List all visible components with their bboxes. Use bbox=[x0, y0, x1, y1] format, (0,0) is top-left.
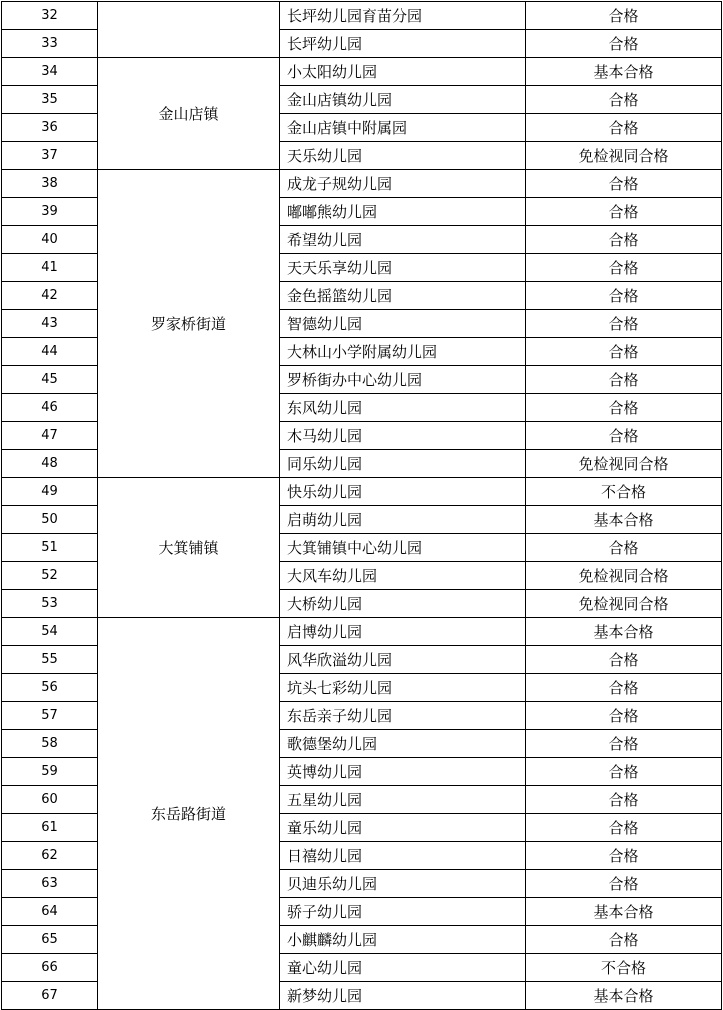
kindergarten-name: 日禧幼儿园 bbox=[280, 842, 526, 870]
row-number: 59 bbox=[2, 758, 98, 786]
row-number: 42 bbox=[2, 282, 98, 310]
kindergarten-name: 嘟嘟熊幼儿园 bbox=[280, 198, 526, 226]
table-row bbox=[2, 618, 722, 646]
kindergarten-name: 贝迪乐幼儿园 bbox=[280, 870, 526, 898]
inspection-result: 不合格 bbox=[526, 954, 722, 982]
inspection-result: 合格 bbox=[526, 702, 722, 730]
kindergarten-name: 启博幼儿园 bbox=[280, 618, 526, 646]
kindergarten-name: 金山店镇幼儿园 bbox=[280, 86, 526, 114]
kindergarten-name: 东风幼儿园 bbox=[280, 394, 526, 422]
inspection-result: 不合格 bbox=[526, 478, 722, 506]
inspection-result: 合格 bbox=[526, 30, 722, 58]
row-number: 62 bbox=[2, 842, 98, 870]
kindergarten-name: 五星幼儿园 bbox=[280, 786, 526, 814]
inspection-result: 合格 bbox=[526, 730, 722, 758]
inspection-result: 合格 bbox=[526, 674, 722, 702]
kindergarten-name: 天乐幼儿园 bbox=[280, 142, 526, 170]
inspection-result: 免检视同合格 bbox=[526, 142, 722, 170]
kindergarten-name: 小麒麟幼儿园 bbox=[280, 926, 526, 954]
inspection-result: 合格 bbox=[526, 758, 722, 786]
row-number: 63 bbox=[2, 870, 98, 898]
inspection-result: 合格 bbox=[526, 114, 722, 142]
inspection-result: 合格 bbox=[526, 2, 722, 30]
inspection-result: 合格 bbox=[526, 86, 722, 114]
row-number: 54 bbox=[2, 618, 98, 646]
row-number: 51 bbox=[2, 534, 98, 562]
kindergarten-name: 风华欣溢幼儿园 bbox=[280, 646, 526, 674]
kindergarten-name: 长坪幼儿园 bbox=[280, 30, 526, 58]
inspection-result: 合格 bbox=[526, 870, 722, 898]
kindergarten-inspection-table bbox=[1, 1, 722, 1010]
row-number: 33 bbox=[2, 30, 98, 58]
row-number: 34 bbox=[2, 58, 98, 86]
row-number: 38 bbox=[2, 170, 98, 198]
kindergarten-name: 成龙子规幼儿园 bbox=[280, 170, 526, 198]
row-number: 57 bbox=[2, 702, 98, 730]
row-number: 47 bbox=[2, 422, 98, 450]
town-cell: 东岳路街道 bbox=[98, 618, 280, 1010]
row-number: 56 bbox=[2, 674, 98, 702]
inspection-result: 基本合格 bbox=[526, 506, 722, 534]
row-number: 66 bbox=[2, 954, 98, 982]
kindergarten-name: 金色摇篮幼儿园 bbox=[280, 282, 526, 310]
kindergarten-name: 大风车幼儿园 bbox=[280, 562, 526, 590]
town-cell bbox=[98, 2, 280, 58]
inspection-result: 合格 bbox=[526, 646, 722, 674]
kindergarten-name: 大林山小学附属幼儿园 bbox=[280, 338, 526, 366]
row-number: 36 bbox=[2, 114, 98, 142]
inspection-result: 合格 bbox=[526, 534, 722, 562]
row-number: 48 bbox=[2, 450, 98, 478]
row-number: 67 bbox=[2, 982, 98, 1010]
row-number: 61 bbox=[2, 814, 98, 842]
inspection-result: 合格 bbox=[526, 170, 722, 198]
inspection-result: 合格 bbox=[526, 394, 722, 422]
row-number: 32 bbox=[2, 2, 98, 30]
table-row bbox=[2, 58, 722, 86]
inspection-result: 免检视同合格 bbox=[526, 450, 722, 478]
kindergarten-name: 木马幼儿园 bbox=[280, 422, 526, 450]
inspection-result: 基本合格 bbox=[526, 618, 722, 646]
inspection-result: 基本合格 bbox=[526, 982, 722, 1010]
table-row bbox=[2, 170, 722, 198]
inspection-result: 基本合格 bbox=[526, 58, 722, 86]
table-body bbox=[2, 2, 722, 1010]
kindergarten-name: 金山店镇中附属园 bbox=[280, 114, 526, 142]
town-cell: 大箕铺镇 bbox=[98, 478, 280, 618]
town-cell: 金山店镇 bbox=[98, 58, 280, 170]
kindergarten-name: 天天乐享幼儿园 bbox=[280, 254, 526, 282]
inspection-result: 合格 bbox=[526, 338, 722, 366]
kindergarten-name: 同乐幼儿园 bbox=[280, 450, 526, 478]
row-number: 39 bbox=[2, 198, 98, 226]
row-number: 40 bbox=[2, 226, 98, 254]
row-number: 55 bbox=[2, 646, 98, 674]
inspection-result: 合格 bbox=[526, 926, 722, 954]
inspection-result: 合格 bbox=[526, 814, 722, 842]
row-number: 58 bbox=[2, 730, 98, 758]
kindergarten-name: 新梦幼儿园 bbox=[280, 982, 526, 1010]
row-number: 64 bbox=[2, 898, 98, 926]
table-row bbox=[2, 478, 722, 506]
kindergarten-name: 英博幼儿园 bbox=[280, 758, 526, 786]
row-number: 53 bbox=[2, 590, 98, 618]
row-number: 44 bbox=[2, 338, 98, 366]
row-number: 46 bbox=[2, 394, 98, 422]
row-number: 49 bbox=[2, 478, 98, 506]
kindergarten-name: 罗桥街办中心幼儿园 bbox=[280, 366, 526, 394]
kindergarten-name: 长坪幼儿园育苗分园 bbox=[280, 2, 526, 30]
kindergarten-name: 东岳亲子幼儿园 bbox=[280, 702, 526, 730]
row-number: 60 bbox=[2, 786, 98, 814]
row-number: 52 bbox=[2, 562, 98, 590]
kindergarten-name: 歌德堡幼儿园 bbox=[280, 730, 526, 758]
inspection-result: 合格 bbox=[526, 310, 722, 338]
inspection-result: 合格 bbox=[526, 786, 722, 814]
inspection-result: 合格 bbox=[526, 254, 722, 282]
inspection-result: 合格 bbox=[526, 422, 722, 450]
table-row bbox=[2, 2, 722, 30]
row-number: 37 bbox=[2, 142, 98, 170]
inspection-result: 合格 bbox=[526, 198, 722, 226]
inspection-result: 合格 bbox=[526, 282, 722, 310]
row-number: 41 bbox=[2, 254, 98, 282]
kindergarten-name: 启萌幼儿园 bbox=[280, 506, 526, 534]
kindergarten-name: 骄子幼儿园 bbox=[280, 898, 526, 926]
inspection-result: 合格 bbox=[526, 366, 722, 394]
inspection-result: 合格 bbox=[526, 842, 722, 870]
inspection-result: 免检视同合格 bbox=[526, 562, 722, 590]
row-number: 65 bbox=[2, 926, 98, 954]
kindergarten-name: 大桥幼儿园 bbox=[280, 590, 526, 618]
row-number: 50 bbox=[2, 506, 98, 534]
kindergarten-name: 小太阳幼儿园 bbox=[280, 58, 526, 86]
town-cell: 罗家桥街道 bbox=[98, 170, 280, 478]
kindergarten-name: 智德幼儿园 bbox=[280, 310, 526, 338]
row-number: 43 bbox=[2, 310, 98, 338]
inspection-result: 基本合格 bbox=[526, 898, 722, 926]
kindergarten-name: 希望幼儿园 bbox=[280, 226, 526, 254]
inspection-result: 免检视同合格 bbox=[526, 590, 722, 618]
inspection-result: 合格 bbox=[526, 226, 722, 254]
kindergarten-name: 童心幼儿园 bbox=[280, 954, 526, 982]
kindergarten-name: 快乐幼儿园 bbox=[280, 478, 526, 506]
kindergarten-name: 童乐幼儿园 bbox=[280, 814, 526, 842]
kindergarten-name: 大箕铺镇中心幼儿园 bbox=[280, 534, 526, 562]
row-number: 45 bbox=[2, 366, 98, 394]
row-number: 35 bbox=[2, 86, 98, 114]
kindergarten-name: 坑头七彩幼儿园 bbox=[280, 674, 526, 702]
